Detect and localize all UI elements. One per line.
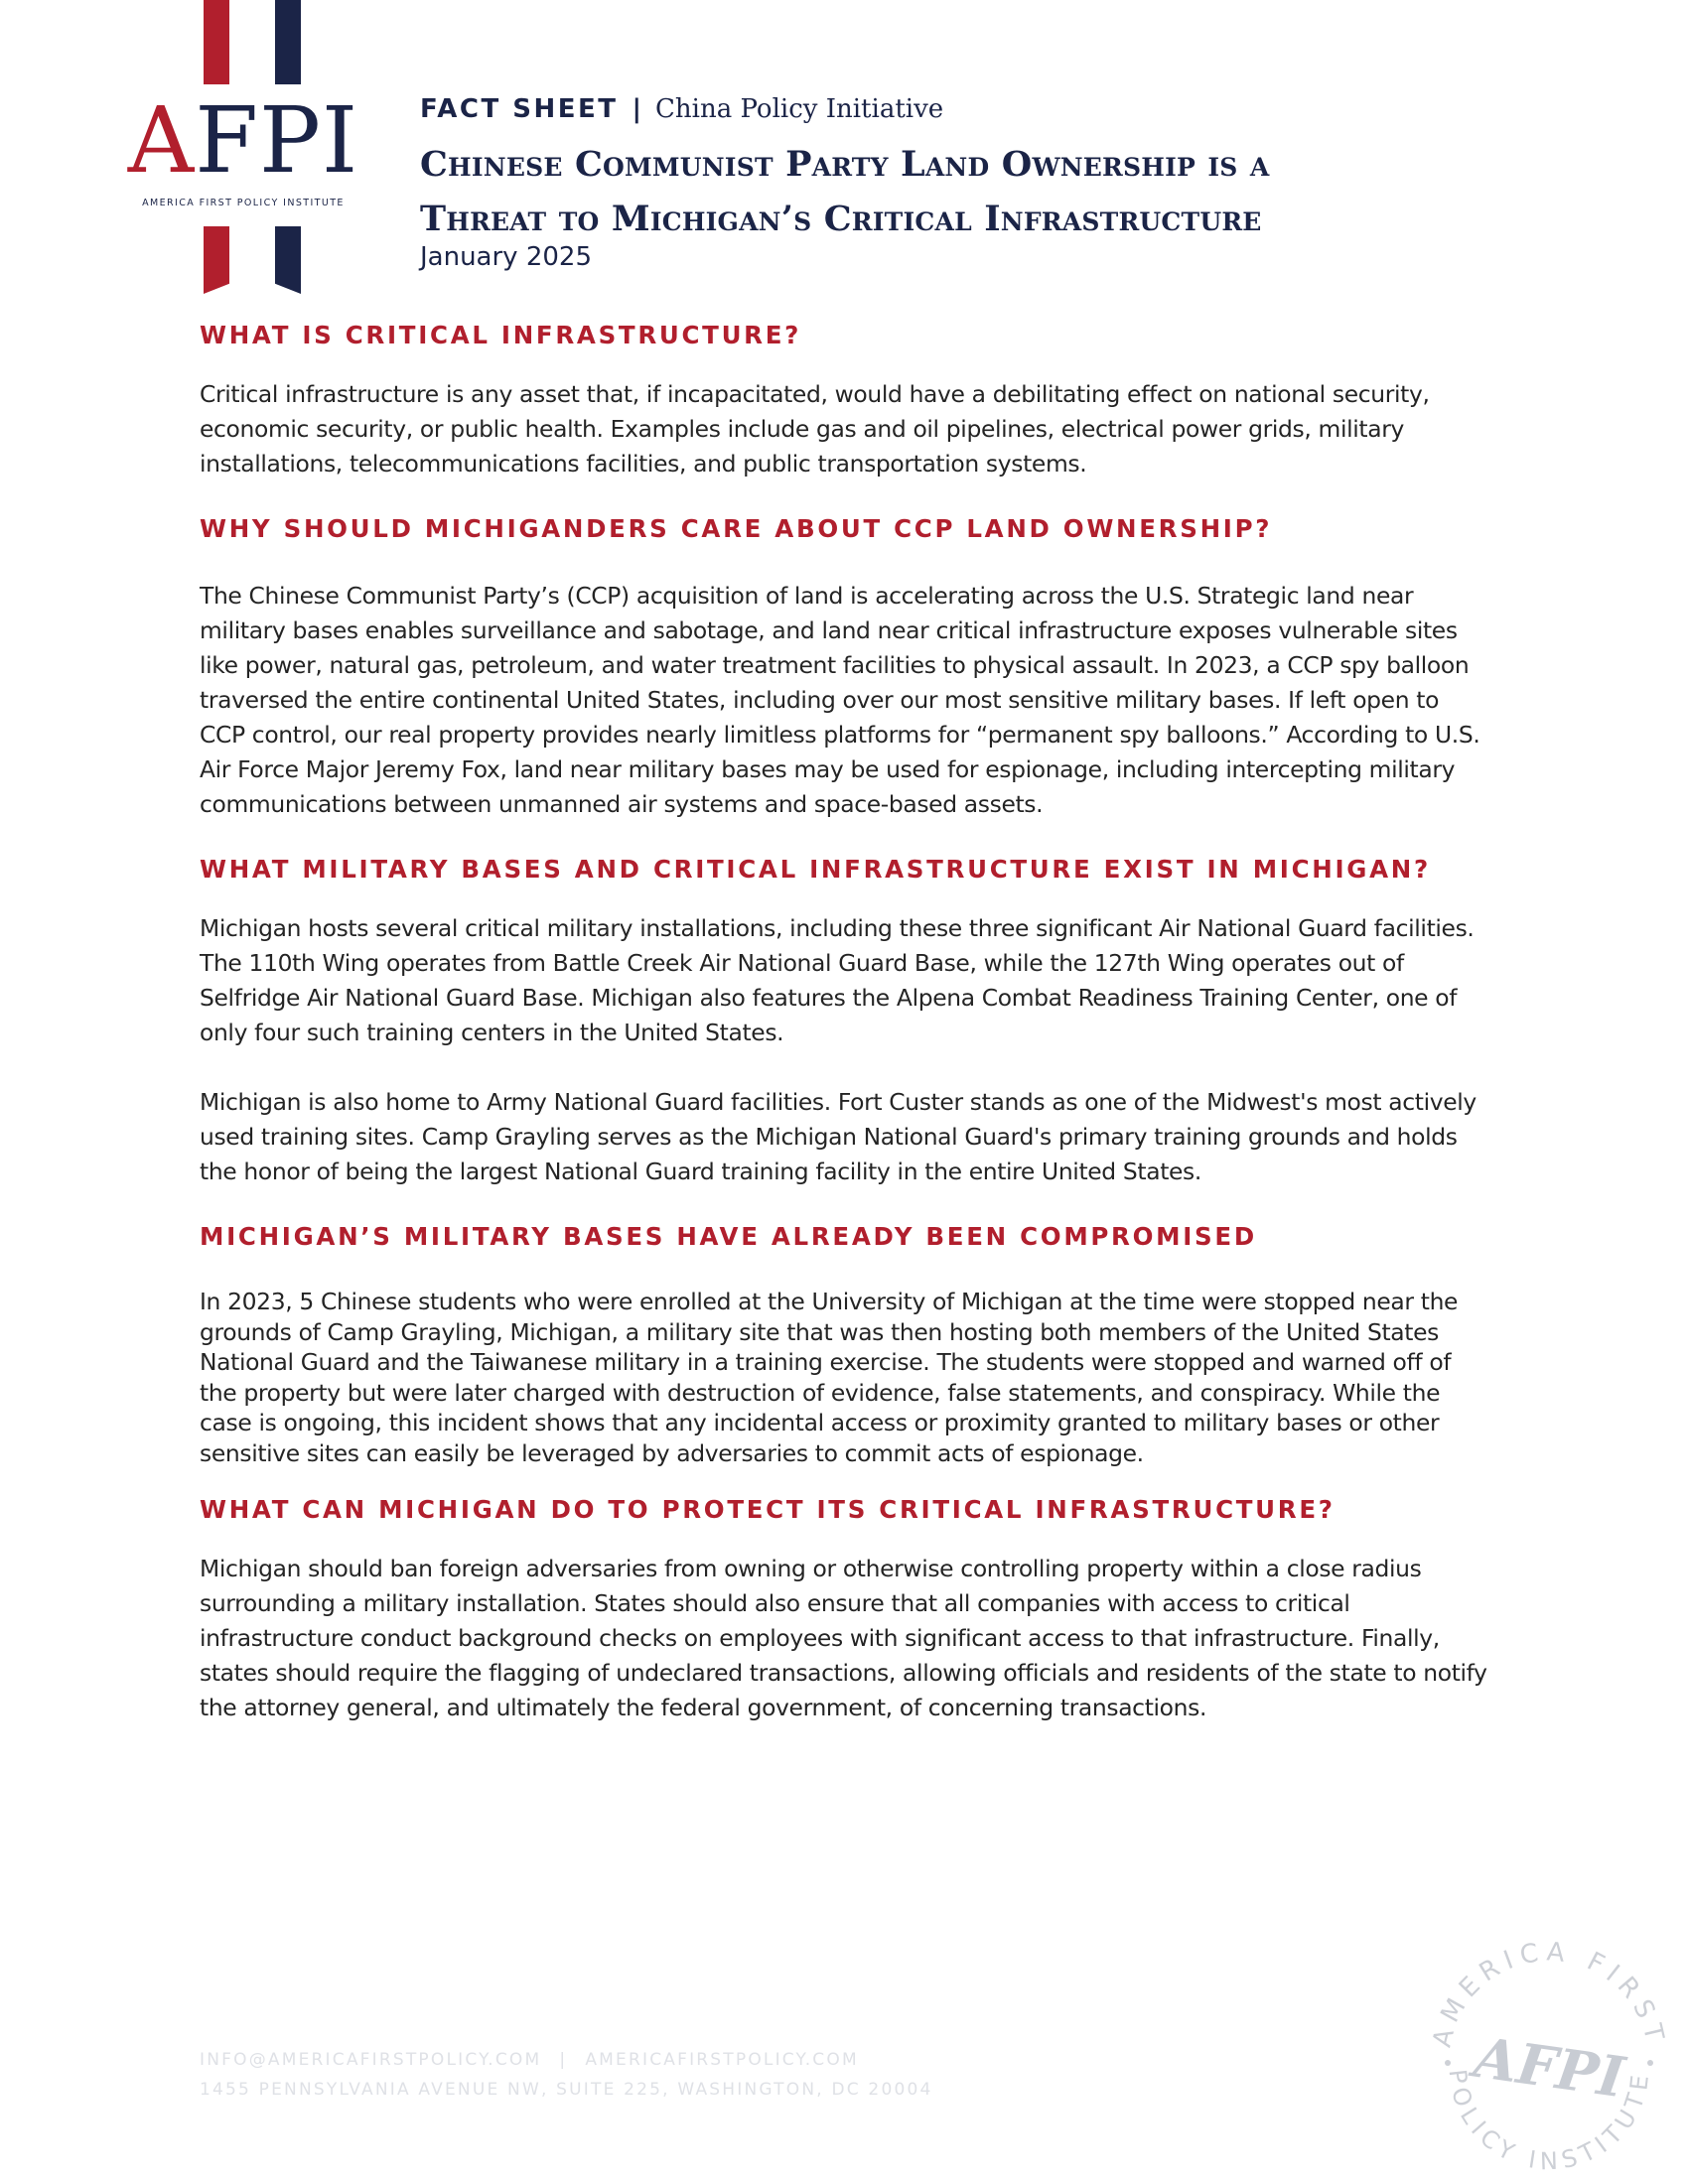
seal-dot-right bbox=[1647, 2060, 1653, 2066]
footer-separator: | bbox=[559, 2050, 568, 2070]
logo-wordmark: AFPI bbox=[127, 87, 359, 194]
fact-sheet-label: FACT SHEET bbox=[420, 94, 619, 124]
logo-bar-top-navy bbox=[275, 0, 301, 84]
section-paragraph: In 2023, 5 Chinese students who were enrolled at the University of Michigan at the time were stopped near the grounds of Camp Grayling, Michigan, a military site that was then hosting both members of the United States National Guard and the Taiwanese military in a training exercise. The students were stopped and warned off of the property but were later charged with destruction of evidence, false statements, and conspiracy. While the case is ongoing, this incident shows that any incidental access or proximity granted to military bases or other sensitive sites can easily be leveraged by adversaries to commit acts of espionage. bbox=[200, 1288, 1459, 1467]
footer-email-link[interactable]: INFO@AMERICAFIRSTPOLICY.COM bbox=[200, 2050, 542, 2070]
footer-website-link[interactable]: AMERICAFIRSTPOLICY.COM bbox=[585, 2050, 859, 2070]
section-paragraph: Michigan is also home to Army National Guard facilities. Fort Custer stands as one of the Midwest's most actively used training sites. Camp Grayling serves as the Michigan National Guard's primary training grounds and holds the honor of being the largest National Guard training facility in the entire United States. bbox=[200, 1088, 1477, 1185]
seal-ring-top-text: AMERICA FIRST bbox=[1427, 1937, 1671, 2051]
section-paragraph: Critical infrastructure is any asset that, if incapacitated, would have a debilitating effect on national security, economic security, or public health. Examples include gas and oil pipelines, electrical power grids, military installations, telecommunications facilities, and public transportation systems. bbox=[200, 380, 1430, 478]
header-kicker bbox=[420, 91, 1542, 127]
section-paragraph: Michigan hosts several critical military installations, including these three significant Air National Guard facilities. The 110th Wing operates from Battle Creek Air National Guard Base, while the 127th Wing operates out of Selfridge Air National Guard Base. Michigan also features the Alpena Combat Readiness Training Center, one of only four such training centers in the United States. bbox=[200, 914, 1475, 1046]
page-footer bbox=[200, 2045, 933, 2105]
document-title bbox=[420, 137, 1542, 246]
title-line-1: Chinese Communist Party Land Ownership is a bbox=[420, 144, 1270, 185]
section-paragraph: Michigan should ban foreign adversaries from owning or otherwise controlling property within a close radius surrounding a military installation. States should also ensure that all companies with access to critical infrastructure conduct background checks on employees with significant access to that infrastructure. Finally, states should require the flagging of undeclared transactions, allowing officials and residents of the state to notify the attorney general, and ultimately the federal government, of concerning transactions. bbox=[200, 1555, 1487, 1721]
section-heading-critical-infrastructure: WHAT IS CRITICAL INFRASTRUCTURE? bbox=[200, 321, 802, 349]
program-label: China Policy Initiative bbox=[655, 94, 944, 124]
title-line-2: Threat to Michigan’s Critical Infrastructure bbox=[420, 199, 1262, 239]
document-date: January 2025 bbox=[420, 242, 592, 272]
document-header bbox=[420, 91, 1542, 272]
kicker-separator: | bbox=[632, 94, 642, 124]
logo-bar-top-red bbox=[204, 0, 229, 84]
section-heading-why-care: WHY SHOULD MICHIGANDERS CARE ABOUT CCP LAND OWNERSHIP? bbox=[200, 514, 1273, 543]
logo-bar-bottom-red bbox=[204, 226, 229, 294]
document-body bbox=[200, 316, 1490, 1725]
section-heading-compromised: MICHIGAN’S MILITARY BASES HAVE ALREADY BEEN COMPROMISED bbox=[200, 1222, 1257, 1251]
seal-center-text: AFPI bbox=[1470, 2024, 1628, 2112]
section-heading-military-bases: WHAT MILITARY BASES AND CRITICAL INFRASTRUCTURE EXIST IN MICHIGAN? bbox=[200, 855, 1431, 884]
afpi-seal-watermark bbox=[1400, 1896, 1688, 2184]
logo-bar-bottom-navy bbox=[275, 226, 301, 294]
section-heading-protect: WHAT CAN MICHIGAN DO TO PROTECT ITS CRITICAL INFRASTRUCTURE? bbox=[200, 1495, 1336, 1524]
seal-dot-left bbox=[1445, 2060, 1451, 2066]
footer-address: 1455 PENNSYLVANIA AVENUE NW, SUITE 225, WASHINGTON, DC 20004 bbox=[200, 2080, 933, 2100]
seal-ring-bottom-text: POLICY INSTITUTE bbox=[1443, 2068, 1655, 2176]
section-paragraph: The Chinese Communist Party’s (CCP) acquisition of land is accelerating across the U.S. Strategic land near military bases enables surveillance and sabotage, and land near critical infrastructure exposes vulnerable sites like power, natural gas, petroleum, and water treatment facilities to physical assault. In 2023, a CCP spy balloon traversed the entire continental United States, including over our most sensitive military bases. If left open to CCP control, our real property provides nearly limitless platforms for “permanent spy balloons.” According to U.S. Air Force Major Jeremy Fox, land near military bases may be used for espionage, including intercepting military communications between unmanned air systems and space-based assets. bbox=[200, 582, 1480, 818]
logo-tagline: AMERICA FIRST POLICY INSTITUTE bbox=[142, 198, 345, 208]
afpi-logo bbox=[114, 0, 372, 298]
